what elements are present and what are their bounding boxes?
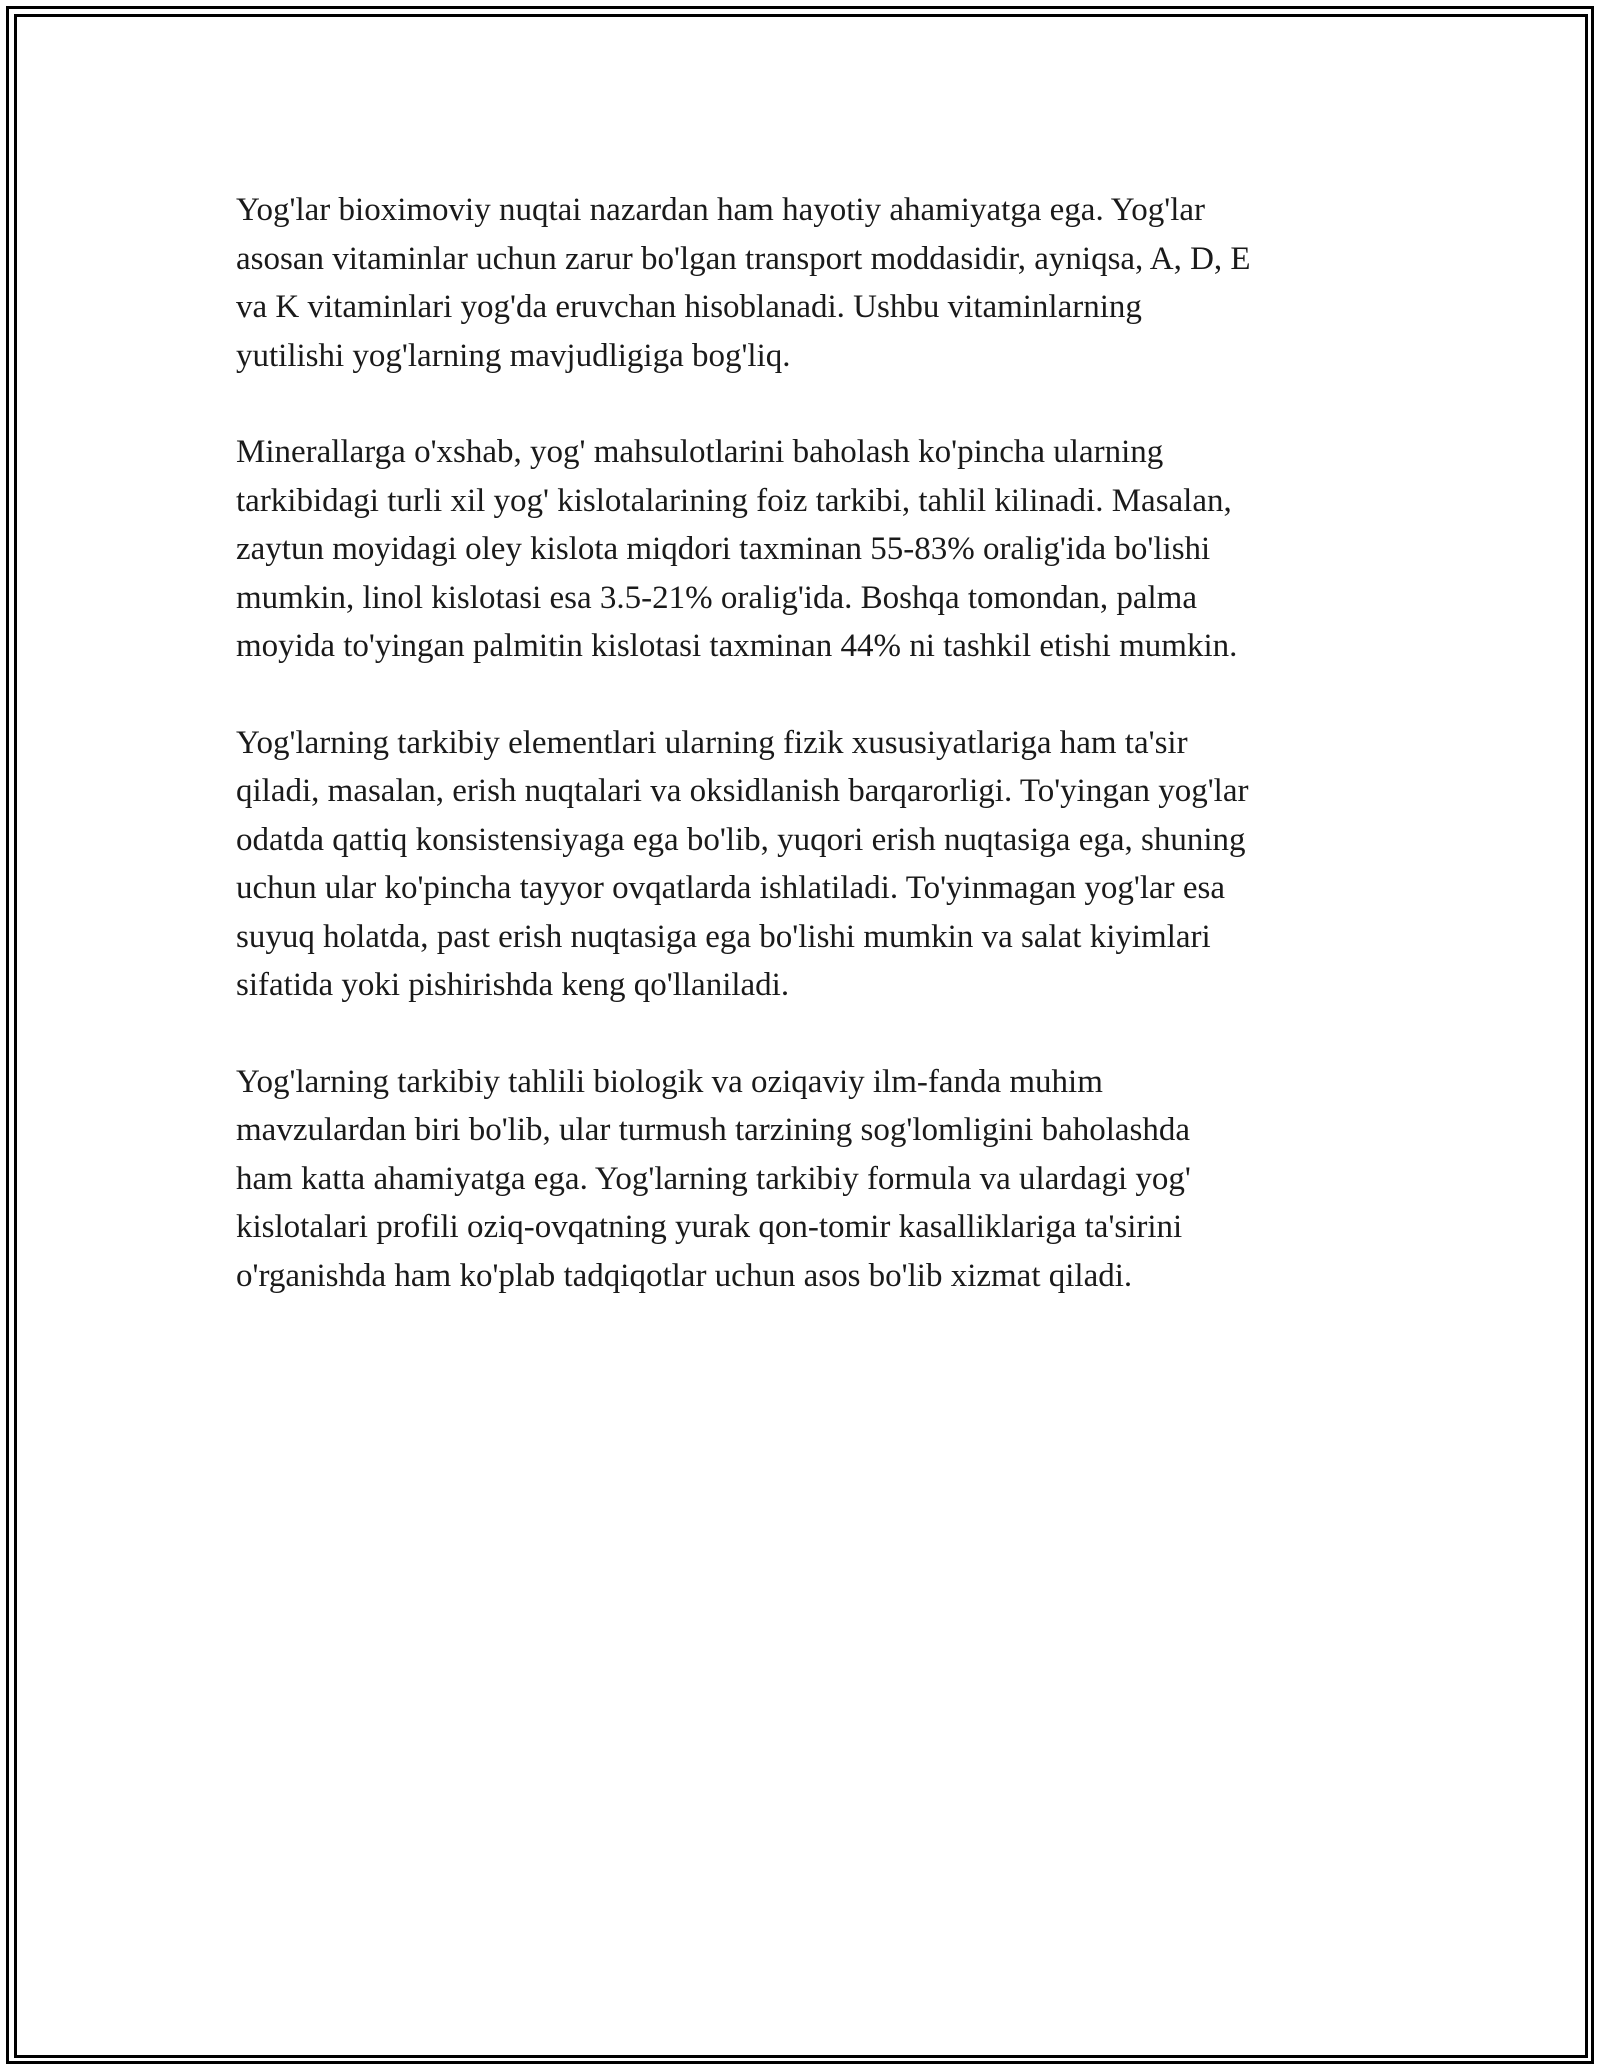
text-line: va K vitaminlari yog'da eruvchan hisoblanadi. Ushbu vitaminlarning — [236, 289, 1142, 325]
paragraph-2 — [236, 428, 1386, 671]
text-line: ham katta ahamiyatga ega. Yog'larning tarkibiy formula va ulardagi yog' — [236, 1160, 1191, 1197]
paragraph-3 — [236, 719, 1386, 1010]
text-line: Yog'larning tarkibiy tahlili biologik va oziqaviy ilm-fanda muhim — [236, 1063, 1103, 1100]
text-line: Yog'lar bioximoviy nuqtai nazardan ham hayotiy ahamiyatga ega. Yog'lar — [236, 192, 1206, 228]
text-line: tarkibidagi turli xil yog' kislotalarining foiz tarkibi, tahlil kilinadi. Masalan, — [236, 482, 1232, 519]
paragraph-1 — [236, 186, 1386, 380]
text-line: o'rganishda ham ko'plab tadqiqotlar uchun asos bo'lib xizmat qiladi. — [236, 1257, 1133, 1294]
text-line: odatda qattiq konsistensiyaga ega bo'lib, yuqori erish nuqtasiga ega, shuning — [236, 821, 1246, 858]
text-line: asosan vitaminlar uchun zarur bo'lgan transport moddasidir, ayniqsa, A, D, E — [236, 240, 1251, 277]
text-line: suyuq holatda, past erish nuqtasiga ega bo'lishi mumkin va salat kiyimlari — [236, 918, 1211, 955]
paragraph-4 — [236, 1058, 1386, 1301]
document-body — [236, 186, 1386, 1348]
text-line: qiladi, masalan, erish nuqtalari va oksidlanish barqarorligi. To'yingan yog'lar — [236, 773, 1249, 809]
text-line: kislotalari profili oziq-ovqatning yurak qon-tomir kasalliklariga ta'sirini — [236, 1209, 1183, 1245]
text-line: mavzulardan biri bo'lib, ular turmush tarzining sog'lomligini baholashda — [236, 1112, 1191, 1148]
text-line: Minerallarga o'xshab, yog' mahsulotlarini baholash ko'pincha ularning — [236, 434, 1164, 470]
text-line: moyida to'yingan palmitin kislotasi taxminan 44% ni tashkil etishi mumkin. — [236, 628, 1238, 664]
text-line: Yog'larning tarkibiy elementlari ularning fizik xususiyatlariga ham ta'sir — [236, 724, 1188, 761]
text-line: zaytun moyidagi oley kislota miqdori taxminan 55-83% oralig'ida bo'lishi — [236, 531, 1211, 567]
text-line: mumkin, linol kislotasi esa 3.5-21% oralig'ida. Boshqa tomondan, palma — [236, 579, 1197, 616]
text-line: sifatida yoki pishirishda keng qo'llaniladi. — [236, 967, 790, 1003]
text-line: uchun ular ko'pincha tayyor ovqatlarda ishlatiladi. To'yinmagan yog'lar esa — [236, 870, 1226, 906]
text-line: yutilishi yog'larning mavjudligiga bog'liq. — [236, 337, 791, 374]
